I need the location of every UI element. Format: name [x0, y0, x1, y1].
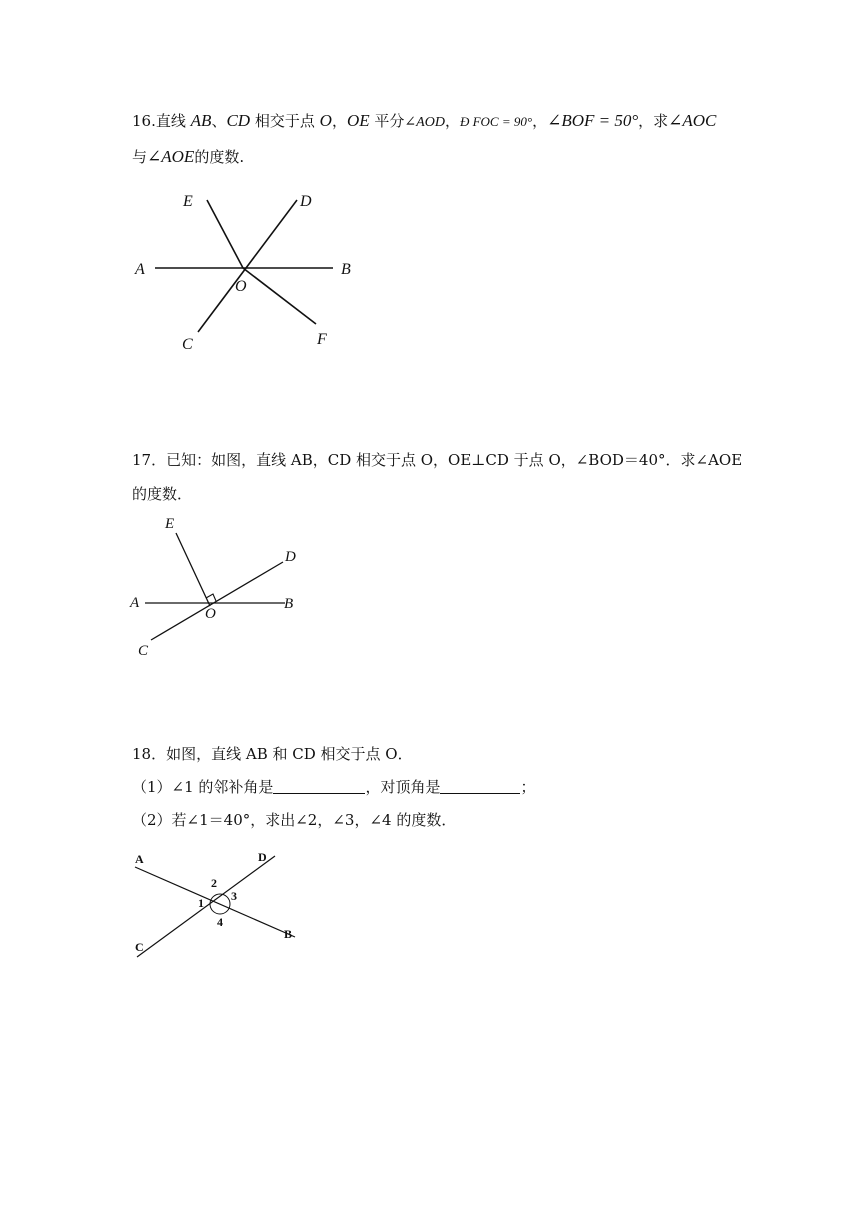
figure-18 — [125, 845, 315, 965]
math-garbled-FOC: Ð FOC = 90° — [459, 114, 533, 129]
math-AB: AB — [190, 111, 212, 130]
label-A: A — [135, 261, 145, 278]
figure-17 — [125, 510, 315, 660]
problem-16-line-1 — [132, 111, 716, 133]
figure-16 — [125, 185, 375, 360]
angle-label-3: 3 — [231, 889, 237, 903]
label-O: O — [235, 278, 247, 295]
text: 、 — [211, 112, 227, 130]
problem-18-question-1 — [132, 777, 535, 797]
label-B: B — [341, 261, 351, 278]
math-angle-AOE: ∠AOE — [147, 147, 195, 166]
label-O: O — [205, 606, 216, 622]
answer-blank-adjacent[interactable] — [273, 779, 365, 794]
text: 直线 — [155, 112, 186, 130]
label-F: F — [317, 331, 327, 348]
label-D: D — [285, 549, 296, 565]
ray-OE — [207, 200, 243, 268]
label-D: D — [300, 193, 312, 210]
label-E: E — [183, 193, 193, 210]
label-B: B — [284, 927, 293, 941]
problem-number: 16. — [132, 112, 156, 130]
line-CD — [198, 200, 297, 332]
problem-18-question-2: （2）若∠1＝40°，求出∠2，∠3，∠4 的度数． — [132, 811, 457, 829]
math-angle-AOC: ∠AOC — [668, 111, 717, 130]
text: ，对顶角是 — [365, 778, 441, 796]
math-O: O — [319, 111, 332, 130]
line-CD — [137, 856, 275, 957]
text: 平分 — [374, 112, 405, 130]
angle-label-4: 4 — [217, 915, 223, 929]
text: ， — [331, 112, 347, 130]
text: ； — [520, 778, 536, 796]
problem-17-line-1: 17．已知：如图，直线 AB，CD 相交于点 O，OE⊥CD 于点 O，∠BOD＝40°．求∠AOE — [132, 451, 743, 469]
text: ， — [444, 112, 460, 130]
label-B: B — [284, 596, 294, 612]
angle-label-2: 2 — [211, 876, 217, 890]
math-OE: OE — [346, 111, 370, 130]
label-C: C — [135, 940, 144, 954]
answer-blank-vertical[interactable] — [440, 779, 520, 794]
math-CD: CD — [226, 111, 251, 130]
label-E: E — [165, 516, 175, 532]
text: （1）∠1 的邻补角是 — [132, 778, 274, 796]
line-CD — [151, 562, 283, 640]
text: 的度数. — [194, 148, 245, 166]
problem-18-line-1: 18．如图，直线 AB 和 CD 相交于点 O． — [132, 745, 413, 763]
ray-OF — [243, 268, 316, 324]
label-C: C — [138, 643, 149, 659]
text: ， — [532, 112, 548, 130]
math-angle-BOF: ∠BOF = 50° — [547, 111, 639, 130]
ray-OE — [176, 533, 210, 606]
text: ，求 — [638, 112, 669, 130]
problem-16-line-2 — [132, 147, 244, 167]
label-D: D — [258, 850, 267, 864]
label-A: A — [130, 595, 140, 611]
label-C: C — [182, 336, 193, 353]
math-angle-AOD: ∠AOD — [404, 115, 445, 130]
text: 与 — [132, 148, 148, 166]
angle-label-1: 1 — [198, 896, 204, 910]
problem-17-line-2: 的度数． — [132, 485, 193, 503]
text: 相交于点 — [254, 112, 315, 130]
label-A: A — [135, 852, 144, 866]
